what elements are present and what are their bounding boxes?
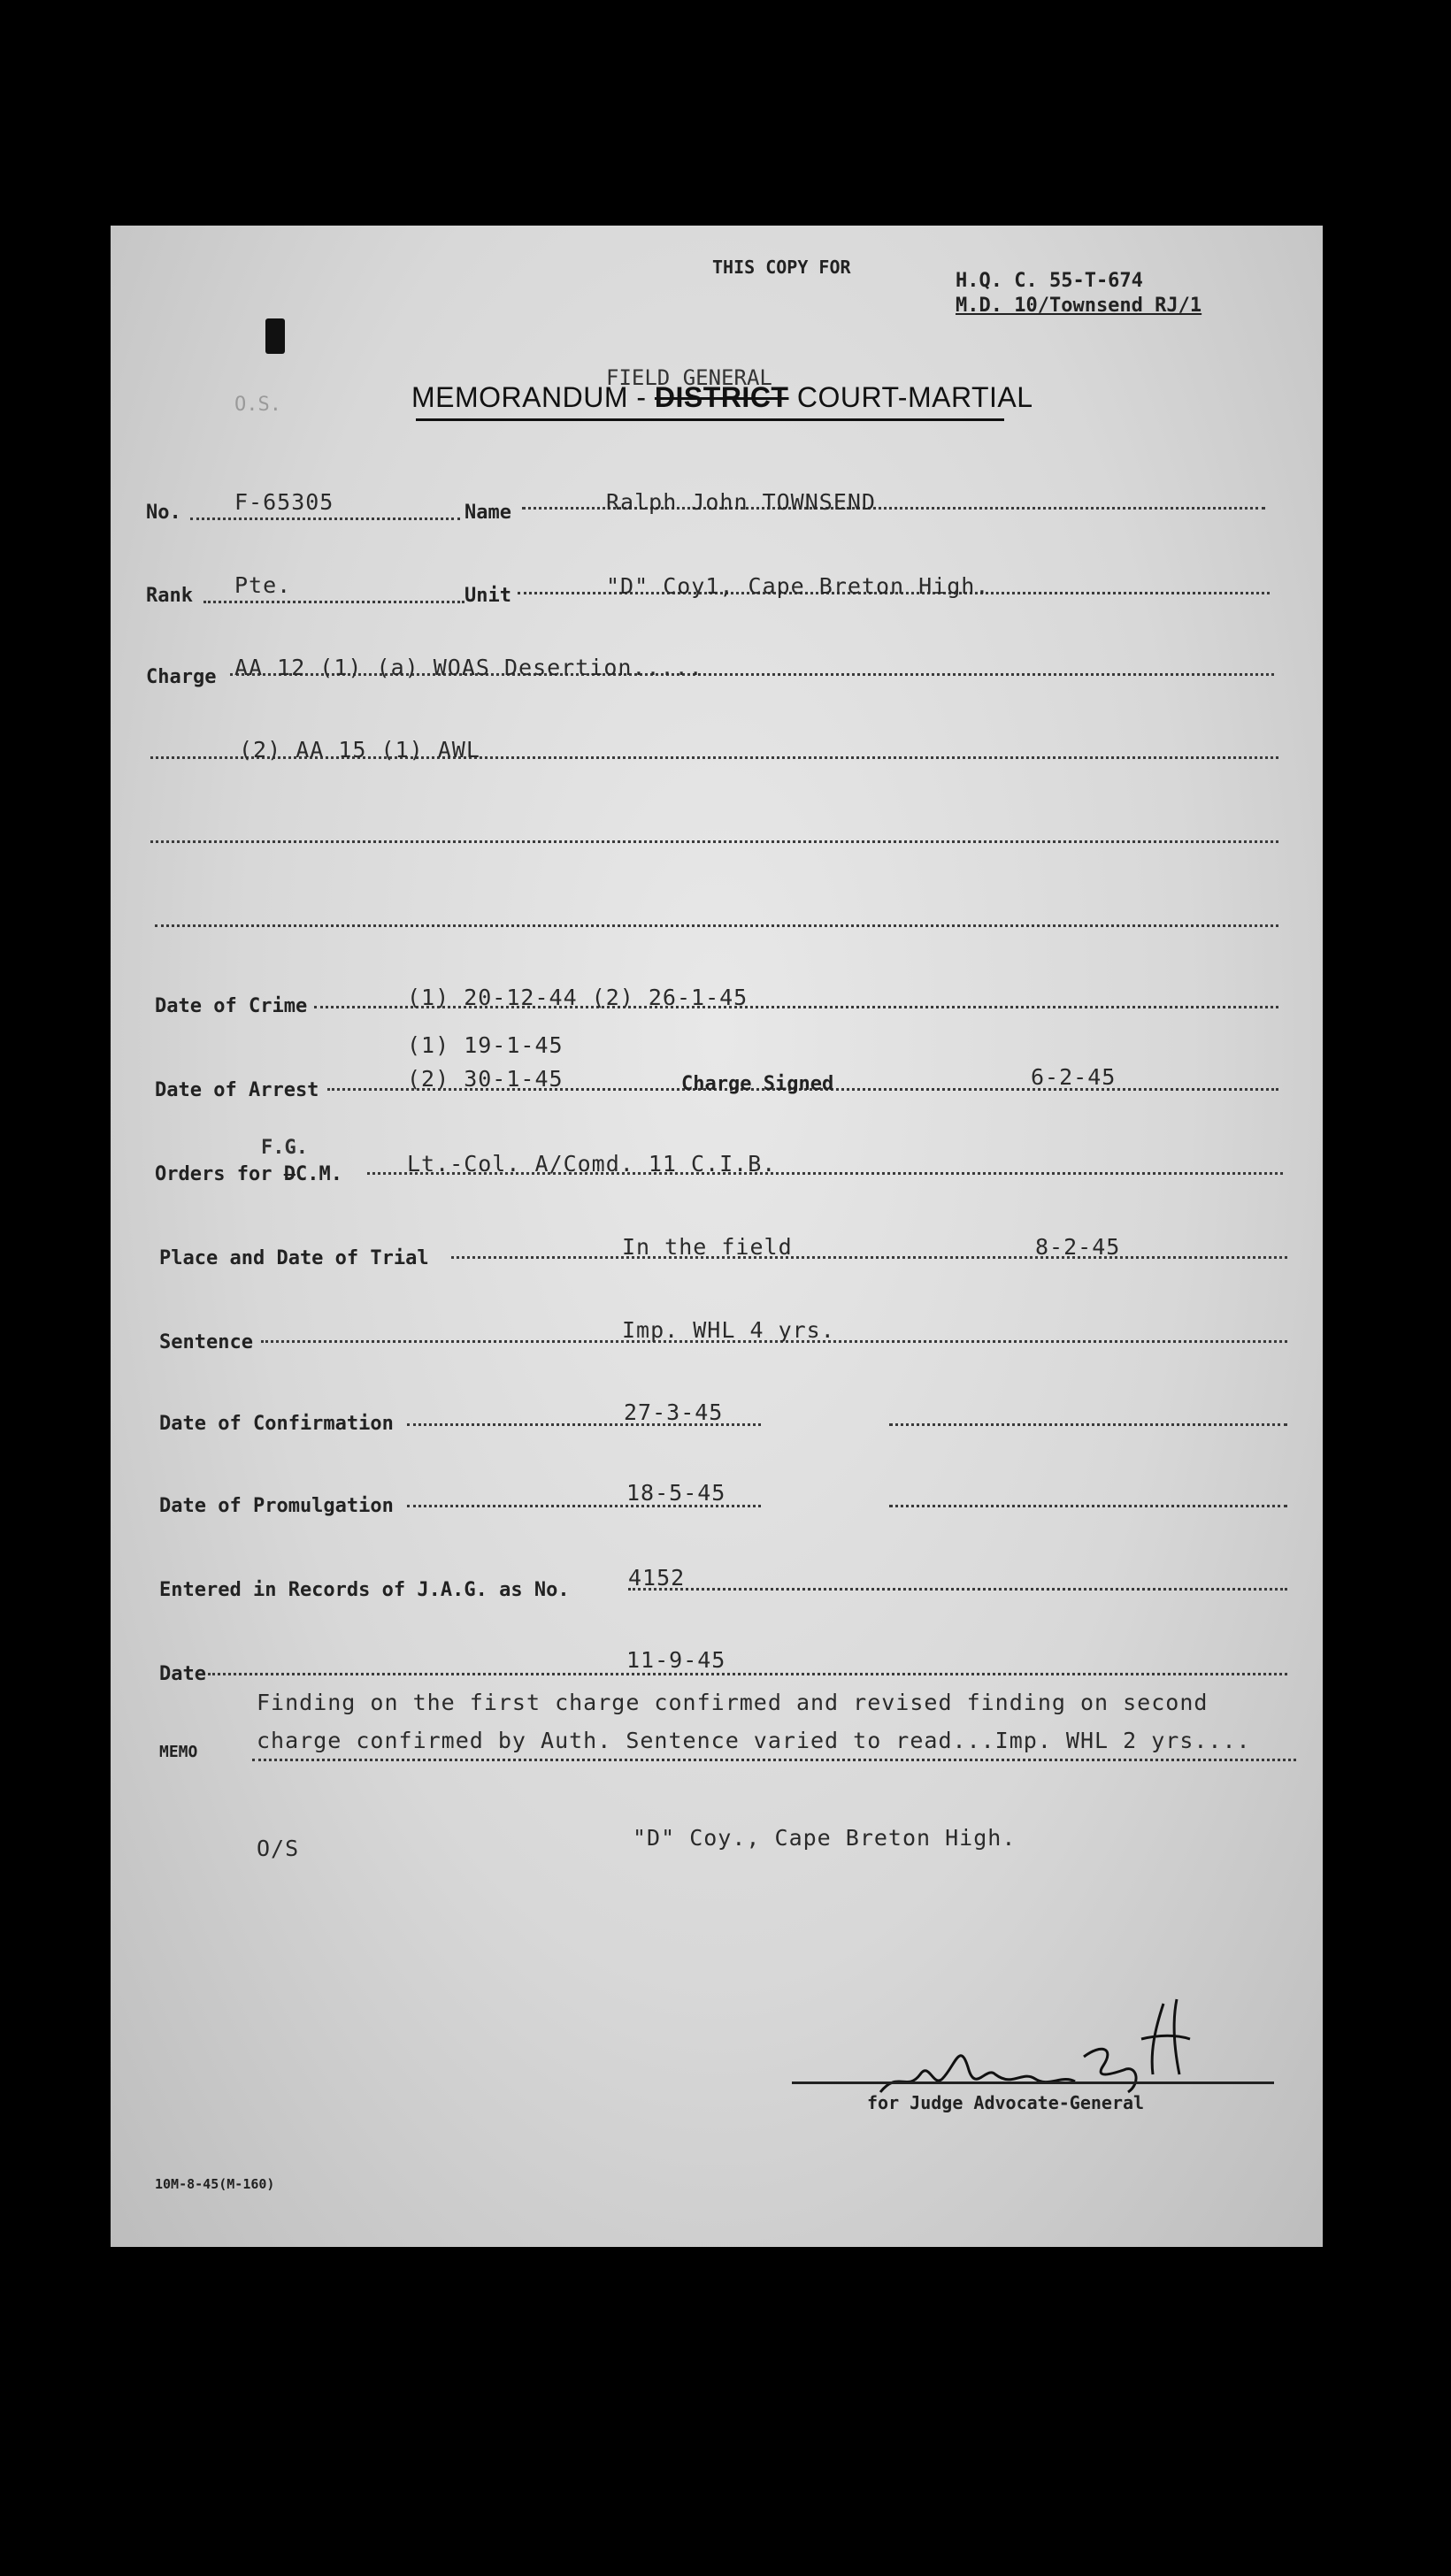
sentence-label: Sentence [159, 1331, 253, 1353]
charge-signed-label: Charge Signed [681, 1073, 834, 1095]
date-of-crime-label: Date of Crime [155, 995, 308, 1017]
charge-line-2: (2) AA 15 (1) AWL [239, 737, 480, 763]
orders-for-cm: C.M. [295, 1163, 342, 1185]
charge-label: Charge [146, 666, 217, 688]
date-of-arrest-1: (1) 19-1-45 [407, 1032, 564, 1058]
unit-label: Unit [464, 585, 511, 607]
confirmation-value: 27-3-45 [624, 1399, 724, 1425]
orders-for-struck: D [283, 1163, 296, 1185]
promulgation-label: Date of Promulgation [159, 1495, 394, 1517]
jag-record-number: 4152 [628, 1565, 686, 1591]
title-struck-district: DISTRICT [654, 381, 789, 413]
jag-rule [628, 1588, 1287, 1591]
soldier-name: Ralph John TOWNSEND [606, 489, 876, 515]
orders-for-value: Lt.-Col. A/Comd. 11 C.I.B. [407, 1151, 777, 1177]
charge-rule-4 [155, 924, 1278, 927]
signature-image [871, 1986, 1208, 2110]
no-rule [190, 518, 460, 520]
promulgation-value: 18-5-45 [626, 1480, 726, 1506]
orders-for-inserted: F.G. [261, 1137, 308, 1159]
date-rule [208, 1673, 1287, 1675]
memo-line-2: charge confirmed by Auth. Sentence varied to read...Imp. WHL 2 yrs.... [257, 1728, 1251, 1753]
os-faint-mark: O.S. [234, 394, 281, 416]
memo-rule [252, 1759, 1296, 1761]
place-date-rule [451, 1256, 1287, 1259]
hq-file-number: H.Q. C. 55-T-674 [956, 270, 1143, 292]
footer-os: O/S [257, 1836, 300, 1861]
no-label: No. [146, 502, 181, 524]
sentence-value: Imp. WHL 4 yrs. [622, 1317, 835, 1343]
date-of-crime-value: (1) 20-12-44 (2) 26-1-45 [407, 985, 749, 1010]
unit-value: "D" Coy1, Cape Breton High. [606, 573, 990, 599]
ink-blot [265, 318, 285, 354]
court-martial-memo-sheet [111, 226, 1323, 2247]
title-memorandum: MEMORANDUM - [411, 381, 647, 413]
charge-line-1: AA 12 (1) (a) WOAS Desertion..... [234, 655, 703, 680]
page-title [411, 381, 1033, 414]
place-date-label: Place and Date of Trial [159, 1247, 429, 1269]
for-judge-advocate-general: for Judge Advocate-General [867, 2092, 1145, 2113]
date-of-arrest-2: (2) 30-1-45 [407, 1066, 564, 1092]
md-file-number: M.D. 10/Townsend RJ/1 [956, 295, 1202, 317]
confirmation-label: Date of Confirmation [159, 1413, 394, 1435]
date-of-trial: 8-2-45 [1035, 1234, 1121, 1260]
title-underline [416, 418, 1004, 421]
title-court-martial: COURT-MARTIAL [796, 381, 1033, 413]
rank-value: Pte. [234, 572, 292, 598]
footer-unit: "D" Coy., Cape Breton High. [633, 1825, 1017, 1851]
date-of-arrest-label: Date of Arrest [155, 1079, 319, 1101]
place-of-trial: In the field [622, 1234, 793, 1260]
confirmation-rule-2 [889, 1423, 1287, 1426]
date-label: Date [159, 1663, 206, 1685]
orders-for-label [155, 1163, 342, 1185]
memo-line-1: Finding on the first charge confirmed and revised finding on second [257, 1690, 1209, 1715]
orders-for-text: Orders for [155, 1163, 273, 1185]
title-inserted-text: FIELD GENERAL [606, 365, 772, 390]
charge-rule-3 [150, 840, 1278, 843]
memo-label: MEMO [159, 1743, 198, 1761]
service-number: F-65305 [234, 489, 334, 515]
form-number: 10M-8-45(M-160) [155, 2176, 275, 2192]
rank-label: Rank [146, 585, 193, 607]
rank-rule [203, 601, 464, 603]
copy-for-label: THIS COPY FOR [712, 257, 851, 278]
jag-label: Entered in Records of J.A.G. as No. [159, 1579, 570, 1601]
signature-line [792, 2082, 1274, 2084]
charge-signed-value: 6-2-45 [1031, 1064, 1117, 1090]
promulgation-rule-2 [889, 1505, 1287, 1507]
date-value: 11-9-45 [626, 1647, 726, 1673]
name-label: Name [464, 502, 511, 524]
